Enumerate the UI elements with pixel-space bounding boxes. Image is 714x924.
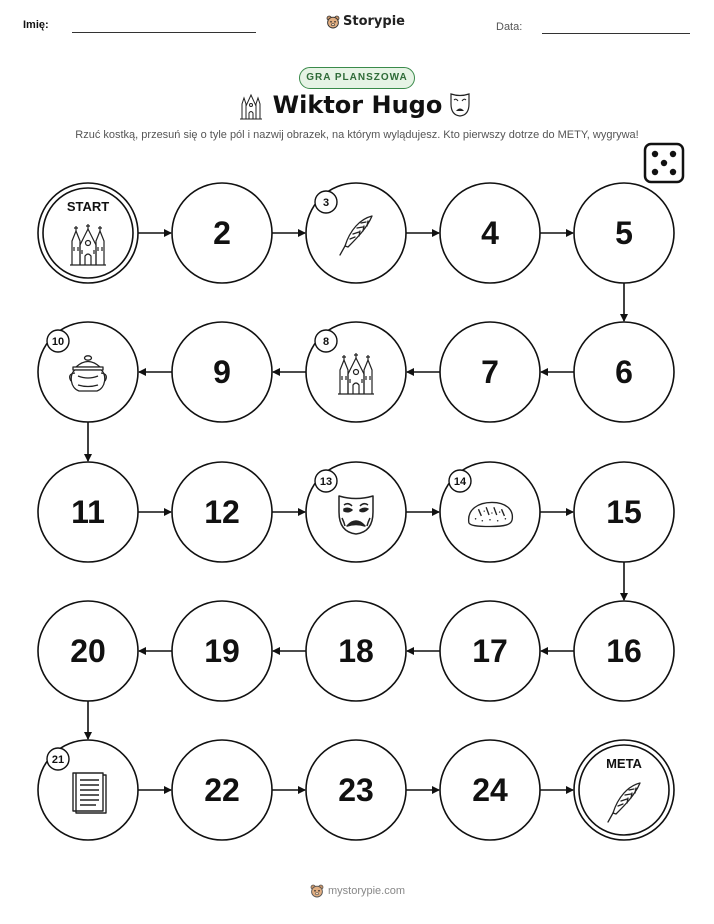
board-space[interactable] xyxy=(574,601,674,701)
footer-url[interactable]: mystorypie.com xyxy=(328,885,406,897)
space-number: 3 xyxy=(322,197,330,209)
space-number: 23 xyxy=(338,772,374,808)
space-number: 16 xyxy=(606,633,642,669)
board-space[interactable] xyxy=(440,183,540,283)
board-space[interactable] xyxy=(574,462,674,562)
space-number: 5 xyxy=(615,215,633,251)
space-number: 4 xyxy=(481,215,499,251)
space-number: 14 xyxy=(453,476,467,488)
board-space[interactable] xyxy=(172,601,272,701)
board-space[interactable] xyxy=(306,322,406,422)
space-number: 13 xyxy=(319,476,333,488)
brand-name: Storypie xyxy=(343,14,405,29)
finish-space[interactable] xyxy=(574,740,674,840)
board-space[interactable] xyxy=(172,183,272,283)
start-label: START xyxy=(66,199,110,214)
board-space[interactable] xyxy=(172,322,272,422)
space-number: 18 xyxy=(338,633,374,669)
board-space[interactable] xyxy=(38,740,138,840)
start-space[interactable] xyxy=(38,183,138,283)
board-space[interactable] xyxy=(440,462,540,562)
board-space[interactable] xyxy=(172,740,272,840)
board-space[interactable] xyxy=(306,740,406,840)
space-number: 12 xyxy=(204,494,240,530)
space-number: 17 xyxy=(472,633,508,669)
board-space[interactable] xyxy=(306,183,406,283)
board-space[interactable] xyxy=(38,462,138,562)
page-title: Wiktor Hugo xyxy=(272,91,443,119)
space-number: 7 xyxy=(481,354,499,390)
space-number: 2 xyxy=(213,215,231,251)
board-space[interactable] xyxy=(574,183,674,283)
space-number: 15 xyxy=(606,494,642,530)
date-label: Data: xyxy=(496,21,523,33)
space-number: 9 xyxy=(213,354,231,390)
board-space[interactable] xyxy=(440,322,540,422)
name-label: Imię: xyxy=(23,19,49,31)
book-icon xyxy=(73,773,106,813)
board-space[interactable] xyxy=(306,462,406,562)
space-number: 19 xyxy=(204,633,240,669)
space-number: 24 xyxy=(472,772,508,808)
space-number: 22 xyxy=(204,772,240,808)
footer xyxy=(310,884,405,898)
space-number: 21 xyxy=(51,754,65,766)
board-space[interactable] xyxy=(440,740,540,840)
board-space[interactable] xyxy=(172,462,272,562)
space-number: 6 xyxy=(615,354,633,390)
board-space[interactable] xyxy=(574,322,674,422)
board-space[interactable] xyxy=(38,322,138,422)
space-number: 20 xyxy=(70,633,106,669)
finish-label: META xyxy=(606,756,642,771)
board-space[interactable] xyxy=(38,601,138,701)
bear-icon xyxy=(310,884,324,898)
board-space[interactable] xyxy=(306,601,406,701)
theater-mask-icon xyxy=(339,496,373,534)
space-number: 8 xyxy=(322,336,330,348)
space-number: 11 xyxy=(71,494,105,530)
game-type-badge: GRA PLANSZOWA xyxy=(299,67,415,89)
instructions: Rzuć kostką, przesuń się o tyle pól i nazwij obrazek, na którym wylądujesz. Kto pierwszy dotrze do METY, wygrywa! xyxy=(75,129,639,141)
space-number: 10 xyxy=(51,336,65,348)
board-space[interactable] xyxy=(440,601,540,701)
